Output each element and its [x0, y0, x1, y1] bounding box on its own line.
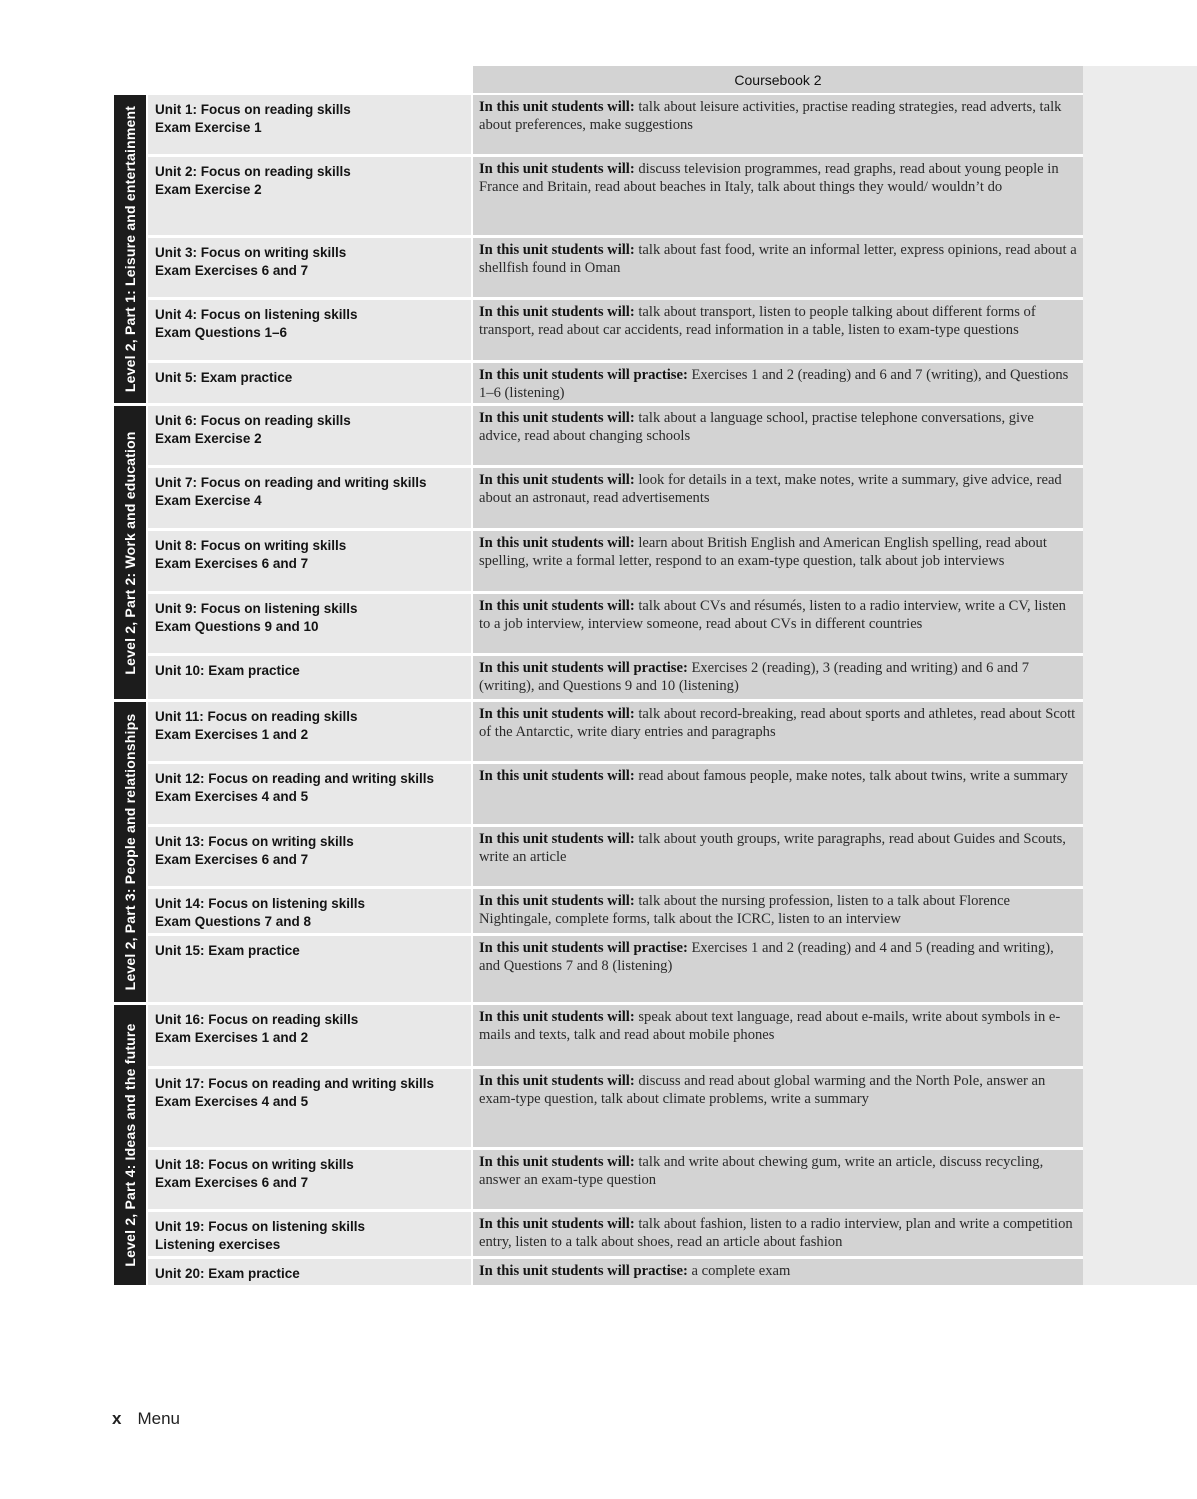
page-number: x: [112, 1409, 122, 1428]
unit-title: Unit 2: Focus on reading skills: [155, 164, 351, 179]
unit-cell: [148, 300, 471, 360]
exam-ref: Exam Exercises 6 and 7: [155, 1175, 309, 1190]
unit-cell: [148, 827, 471, 886]
page-footer: [112, 1409, 180, 1429]
table-row: [148, 936, 1083, 1002]
table-row: [148, 594, 1083, 653]
exam-ref: Exam Exercises 6 and 7: [155, 263, 309, 278]
desc-text: talk about record-breaking, read about sports and athletes, read about Scott of the Antarctic, write diary entries and paragraphs: [479, 706, 1076, 740]
exam-ref: Exam Exercise 2: [155, 431, 262, 446]
desc-lead: In this unit students will:: [479, 99, 635, 115]
desc-text: look for details in a text, make notes, write a summary, give advice, read about an astronaut, read advertisements: [479, 472, 1062, 506]
desc-text: Exercises 2 (reading), 3 (reading and writing) and 6 and 7 (writing), and Questions 9 and 10 (listening): [479, 660, 1030, 694]
exam-ref: Exam Exercise 1: [155, 120, 262, 135]
description-cell: [473, 157, 1083, 235]
desc-lead: In this unit students will:: [479, 1009, 635, 1025]
unit-title: Unit 10: Exam practice: [155, 663, 300, 678]
part-label: Level 2, Part 2: Work and education: [122, 430, 138, 675]
description-cell: [473, 531, 1083, 591]
desc-text: talk about a language school, practise telephone conversations, give advice, read about changing schools: [479, 410, 1034, 444]
description-cell: [473, 95, 1083, 154]
unit-cell: [148, 1150, 471, 1209]
unit-cell: [148, 889, 471, 933]
description-cell: [473, 889, 1083, 933]
desc-lead: In this unit students will:: [479, 706, 635, 722]
desc-text: Exercises 1 and 2 (reading) and 4 and 5 (reading and writing), and Questions 7 and 8 (listening): [479, 940, 1054, 974]
table-row: [148, 406, 1083, 465]
table-row: [148, 827, 1083, 886]
unit-cell: [148, 406, 471, 465]
description-cell: [473, 936, 1083, 1002]
description-cell: [473, 594, 1083, 653]
unit-cell: [148, 157, 471, 235]
unit-cell: [148, 1259, 471, 1285]
exam-ref: Exam Exercises 4 and 5: [155, 789, 309, 804]
unit-cell: [148, 1069, 471, 1147]
exam-ref: Exam Exercises 1 and 2: [155, 727, 309, 742]
desc-lead: In this unit students will:: [479, 1216, 635, 1232]
desc-lead: In this unit students will:: [479, 831, 635, 847]
unit-title: Unit 20: Exam practice: [155, 1266, 300, 1281]
desc-lead: In this unit students will:: [479, 410, 635, 426]
desc-text: talk about transport, listen to people talking about different forms of transport, read about car accidents, read information in a table, listen to exam-type questions: [479, 304, 1036, 338]
unit-title: Unit 15: Exam practice: [155, 943, 300, 958]
desc-lead: In this unit students will:: [479, 535, 635, 551]
unit-title: Unit 14: Focus on listening skills: [155, 896, 366, 911]
unit-cell: [148, 702, 471, 761]
table-row: [148, 300, 1083, 360]
unit-cell: [148, 468, 471, 528]
desc-text: talk and write about chewing gum, write an article, discuss recycling, answer an exam-type question: [479, 1154, 1044, 1188]
desc-lead: In this unit students will:: [479, 893, 635, 909]
part-tab-2: [114, 406, 146, 699]
table-row: [148, 1069, 1083, 1147]
desc-lead: In this unit students will practise:: [479, 940, 688, 956]
description-cell: [473, 1212, 1083, 1256]
desc-text: talk about fashion, listen to a radio interview, plan and write a competition entry, listen to a talk about shoes, read an article about fashion: [479, 1216, 1073, 1250]
unit-cell: [148, 764, 471, 824]
unit-title: Unit 16: Focus on reading skills: [155, 1012, 359, 1027]
exam-ref: Exam Exercises 6 and 7: [155, 852, 309, 867]
desc-lead: In this unit students will practise:: [479, 367, 688, 383]
unit-title: Unit 7: Focus on reading and writing skills: [155, 475, 427, 490]
desc-lead: In this unit students will:: [479, 472, 635, 488]
desc-text: talk about the nursing profession, listen to a talk about Florence Nightingale, complete forms, talk about the ICRC, listen to an interview: [479, 893, 1011, 927]
desc-lead: In this unit students will:: [479, 304, 635, 320]
part-label: Level 2, Part 4: Ideas and the future: [122, 1023, 138, 1267]
unit-cell: [148, 656, 471, 699]
unit-title: Unit 6: Focus on reading skills: [155, 413, 351, 428]
description-cell: [473, 300, 1083, 360]
part-tab-3: [114, 702, 146, 1002]
unit-title: Unit 12: Focus on reading and writing skills: [155, 771, 435, 786]
desc-text: talk about leisure activities, practise reading strategies, read adverts, talk about preferences, make suggestions: [479, 99, 1062, 133]
description-cell: [473, 827, 1083, 886]
unit-cell: [148, 1005, 471, 1066]
unit-cell: [148, 95, 471, 154]
desc-text: discuss television programmes, read graphs, read about young people in France and Britain, read about beaches in Italy, talk about things they would/ wouldn’t do: [479, 161, 1059, 195]
exam-ref: Exam Exercises 6 and 7: [155, 556, 309, 571]
unit-title: Unit 13: Focus on writing skills: [155, 834, 354, 849]
desc-lead: In this unit students will:: [479, 1073, 635, 1089]
description-cell: [473, 1069, 1083, 1147]
table-row: [148, 1212, 1083, 1256]
desc-text: Exercises 1 and 2 (reading) and 6 and 7 (writing), and Questions 1–6 (listening): [479, 367, 1069, 401]
exam-ref: Listening exercises: [155, 1237, 281, 1252]
unit-title: Unit 3: Focus on writing skills: [155, 245, 347, 260]
description-cell: [473, 1259, 1083, 1285]
unit-cell: [148, 936, 471, 1002]
unit-title: Unit 18: Focus on writing skills: [155, 1157, 354, 1172]
table-row: [148, 702, 1083, 761]
desc-text: read about famous people, make notes, talk about twins, write a summary: [634, 768, 1068, 784]
unit-cell: [148, 594, 471, 653]
description-cell: [473, 406, 1083, 465]
desc-text: talk about youth groups, write paragraphs, read about Guides and Scouts, write an article: [479, 831, 1066, 865]
description-cell: [473, 238, 1083, 297]
table-row: [148, 238, 1083, 297]
unit-title: Unit 4: Focus on listening skills: [155, 307, 358, 322]
unit-cell: [148, 1212, 471, 1256]
exam-ref: Exam Exercise 2: [155, 182, 262, 197]
table-row: [148, 1259, 1083, 1285]
unit-title: Unit 8: Focus on writing skills: [155, 538, 347, 553]
footer-label: Menu: [137, 1409, 180, 1428]
desc-lead: In this unit students will:: [479, 1154, 635, 1170]
table-row: [148, 363, 1083, 403]
desc-lead: In this unit students will:: [479, 161, 635, 177]
part-tab-4: [114, 1005, 146, 1285]
part-label: Level 2, Part 1: Leisure and entertainment: [122, 105, 138, 393]
part-label: Level 2, Part 3: People and relationships: [122, 713, 138, 991]
desc-lead: In this unit students will practise:: [479, 1263, 688, 1279]
desc-text: talk about fast food, write an informal letter, express opinions, read about a shellfish found in Oman: [479, 242, 1077, 276]
table-row: [148, 656, 1083, 699]
desc-text: speak about text language, read about e-mails, write about symbols in e-mails and texts, talk and read about mobile phones: [479, 1009, 1061, 1043]
description-cell: [473, 363, 1083, 403]
desc-text: learn about British English and American English spelling, read about spelling, write a formal letter, respond to an exam-type question, talk about job interviews: [479, 535, 1047, 569]
part-tab-1: [114, 95, 146, 403]
exam-ref: Exam Exercises 1 and 2: [155, 1030, 309, 1045]
unit-title: Unit 1: Focus on reading skills: [155, 102, 351, 117]
desc-text: discuss and read about global warming and the North Pole, answer an exam-type question, talk about climate problems, write a summary: [479, 1073, 1046, 1107]
exam-ref: Exam Questions 7 and 8: [155, 914, 312, 929]
desc-lead: In this unit students will practise:: [479, 660, 688, 676]
margin-band: [1083, 66, 1197, 1285]
unit-title: Unit 11: Focus on reading skills: [155, 709, 358, 724]
table-row: [148, 468, 1083, 528]
desc-text: talk about CVs and résumés, listen to a radio interview, write a CV, listen to a job interview, interview someone, read about CVs in different countries: [479, 598, 1066, 632]
unit-cell: [148, 531, 471, 591]
desc-lead: In this unit students will:: [479, 242, 635, 258]
description-cell: [473, 702, 1083, 761]
exam-ref: Exam Questions 1–6: [155, 325, 288, 340]
unit-title: Unit 9: Focus on listening skills: [155, 601, 358, 616]
table-row: [148, 531, 1083, 591]
table-row: [148, 157, 1083, 235]
description-cell: [473, 468, 1083, 528]
unit-title: Unit 19: Focus on listening skills: [155, 1219, 366, 1234]
unit-title: Unit 17: Focus on reading and writing skills: [155, 1076, 435, 1091]
desc-lead: In this unit students will:: [479, 768, 635, 784]
description-cell: [473, 1150, 1083, 1209]
table-row: [148, 1150, 1083, 1209]
unit-cell: [148, 363, 471, 403]
desc-text: a complete exam: [687, 1263, 791, 1279]
exam-ref: Exam Exercise 4: [155, 493, 262, 508]
exam-ref: Exam Questions 9 and 10: [155, 619, 319, 634]
table-row: [148, 889, 1083, 933]
unit-cell: [148, 238, 471, 297]
table-row: [148, 1005, 1083, 1066]
description-cell: [473, 656, 1083, 699]
desc-lead: In this unit students will:: [479, 598, 635, 614]
description-cell: [473, 764, 1083, 824]
exam-ref: Exam Exercises 4 and 5: [155, 1094, 309, 1109]
table-row: [148, 764, 1083, 824]
column-header: Coursebook 2: [473, 66, 1083, 93]
unit-title: Unit 5: Exam practice: [155, 370, 293, 385]
table-row: [148, 95, 1083, 154]
description-cell: [473, 1005, 1083, 1066]
